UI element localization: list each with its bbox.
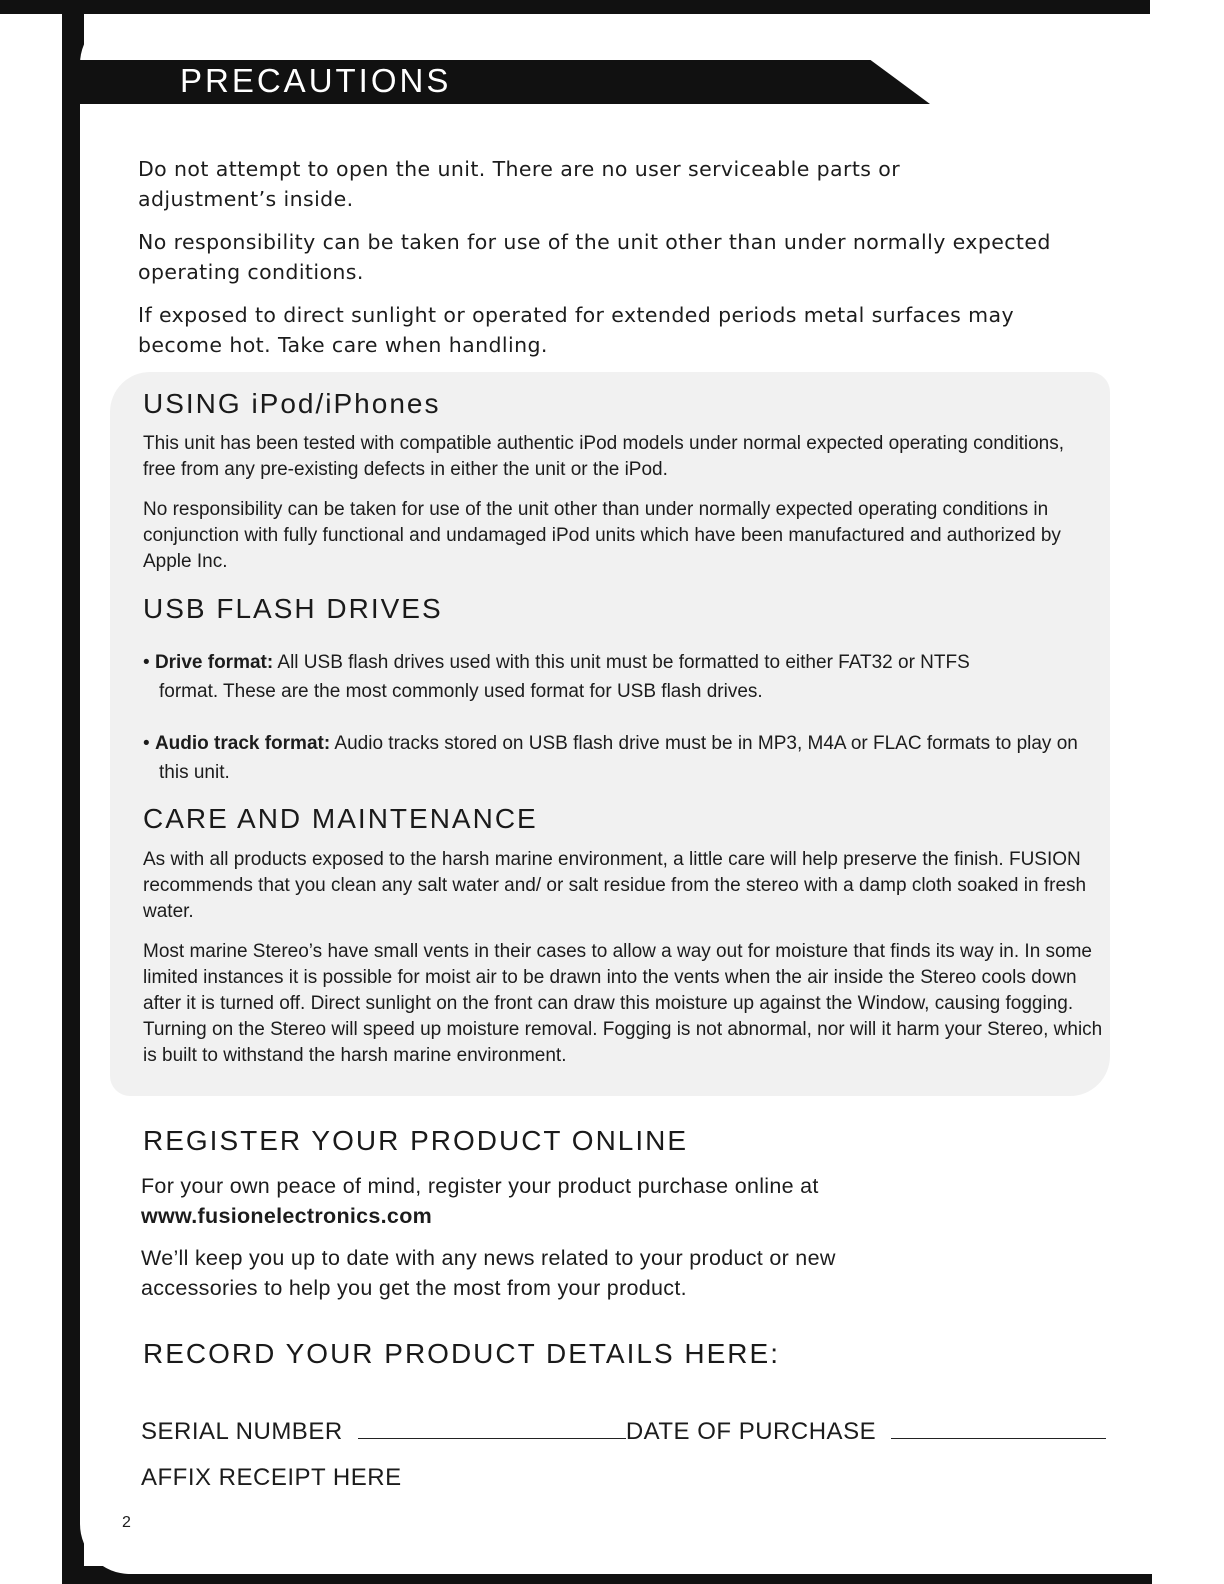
page-frame-top [0,0,1150,14]
page-title: PRECAUTIONS [180,62,452,99]
record-heading: RECORD YOUR PRODUCT DETAILS HERE: [143,1338,780,1369]
page-number: 2 [122,1514,131,1531]
precaution-3: If exposed to direct sunlight or operated for extended periods metal surfaces may become hot. Take care when handling. [138,303,1015,357]
usb-heading: USB FLASH DRIVES [143,593,443,624]
register-paragraph-2: We’ll keep you up to date with any news related to your product or new accessories to help you get the most from your product. [141,1246,836,1300]
ipod-heading: USING iPod/iPhones [143,388,441,419]
ipod-paragraph-2: No responsibility can be taken for use of the unit other than under normally expected operating conditions in conjunction with fully functional and undamaged iPod units which have been manufactured and authorized by Apple Inc. [143,499,1061,572]
register-text: For your own peace of mind, register your product purchase online at [141,1174,819,1198]
audio-format-label: Audio track format: [154,733,331,754]
serial-number-line[interactable] [358,1416,626,1439]
ipod-paragraph-1: This unit has been tested with compatible authentic iPod models under normal expected operating conditions, free from any pre-existing defects in either the unit or the iPod. [143,433,1064,480]
affix-receipt-label: AFFIX RECEIPT HERE [141,1464,402,1491]
usb-bullet-drive-format: • Drive format: All USB flash drives used with this unit must be formatted to either FAT32 or NTFS format. These are the most commonly used format for USB flash drives. [143,652,970,702]
precaution-2: No responsibility can be taken for use of the unit other than under normally expected operating conditions. [138,230,1051,284]
drive-format-text: All USB flash drives used with this unit must be formatted to either FAT32 or NTFS format. These are the most commonly used format for USB flash drives. [159,652,970,702]
precaution-1: Do not attempt to open the unit. There are no user serviceable parts or adjustment’s inside. [138,157,901,211]
care-heading: CARE AND MAINTENANCE [143,803,538,834]
record-fields-row [141,1416,1106,1446]
serial-number-label: SERIAL NUMBER [141,1418,343,1445]
usb-bullet-audio-format: • Audio track format: Audio tracks stored on USB flash drive must be in MP3, M4A or FLAC formats to play on this unit. [143,733,1078,783]
date-of-purchase-line[interactable] [891,1416,1106,1439]
drive-format-label: Drive format: [154,652,274,673]
date-of-purchase-label: DATE OF PURCHASE [625,1418,877,1445]
register-heading: REGISTER YOUR PRODUCT ONLINE [143,1125,689,1156]
register-paragraph-1 [141,1171,941,1231]
audio-format-text: Audio tracks stored on USB flash drive must be in MP3, M4A or FLAC formats to play on this unit. [159,733,1078,783]
care-paragraph-1: As with all products exposed to the harsh marine environment, a little care will help preserve the finish. FUSION recommends that you clean any salt water and/ or salt residue from the stereo with a damp cloth soaked in fresh water. [143,849,1087,922]
register-url-link[interactable]: www.fusionelectronics.com [141,1204,433,1228]
care-paragraph-2: Most marine Stereo’s have small vents in their cases to allow a way out for moisture that finds its way in. In some limited instances it is possible for moist air to be drawn into the vents when the air inside the Stereo cools down after it is turned off. Direct sunlight on the front can draw this moisture up against the Window, causing fogging. Turning on the Stereo will speed up moisture removal. Fogging is not abnormal, nor will it harm your Stereo, which is built to withstand the harsh marine environment. [143,941,1103,1066]
